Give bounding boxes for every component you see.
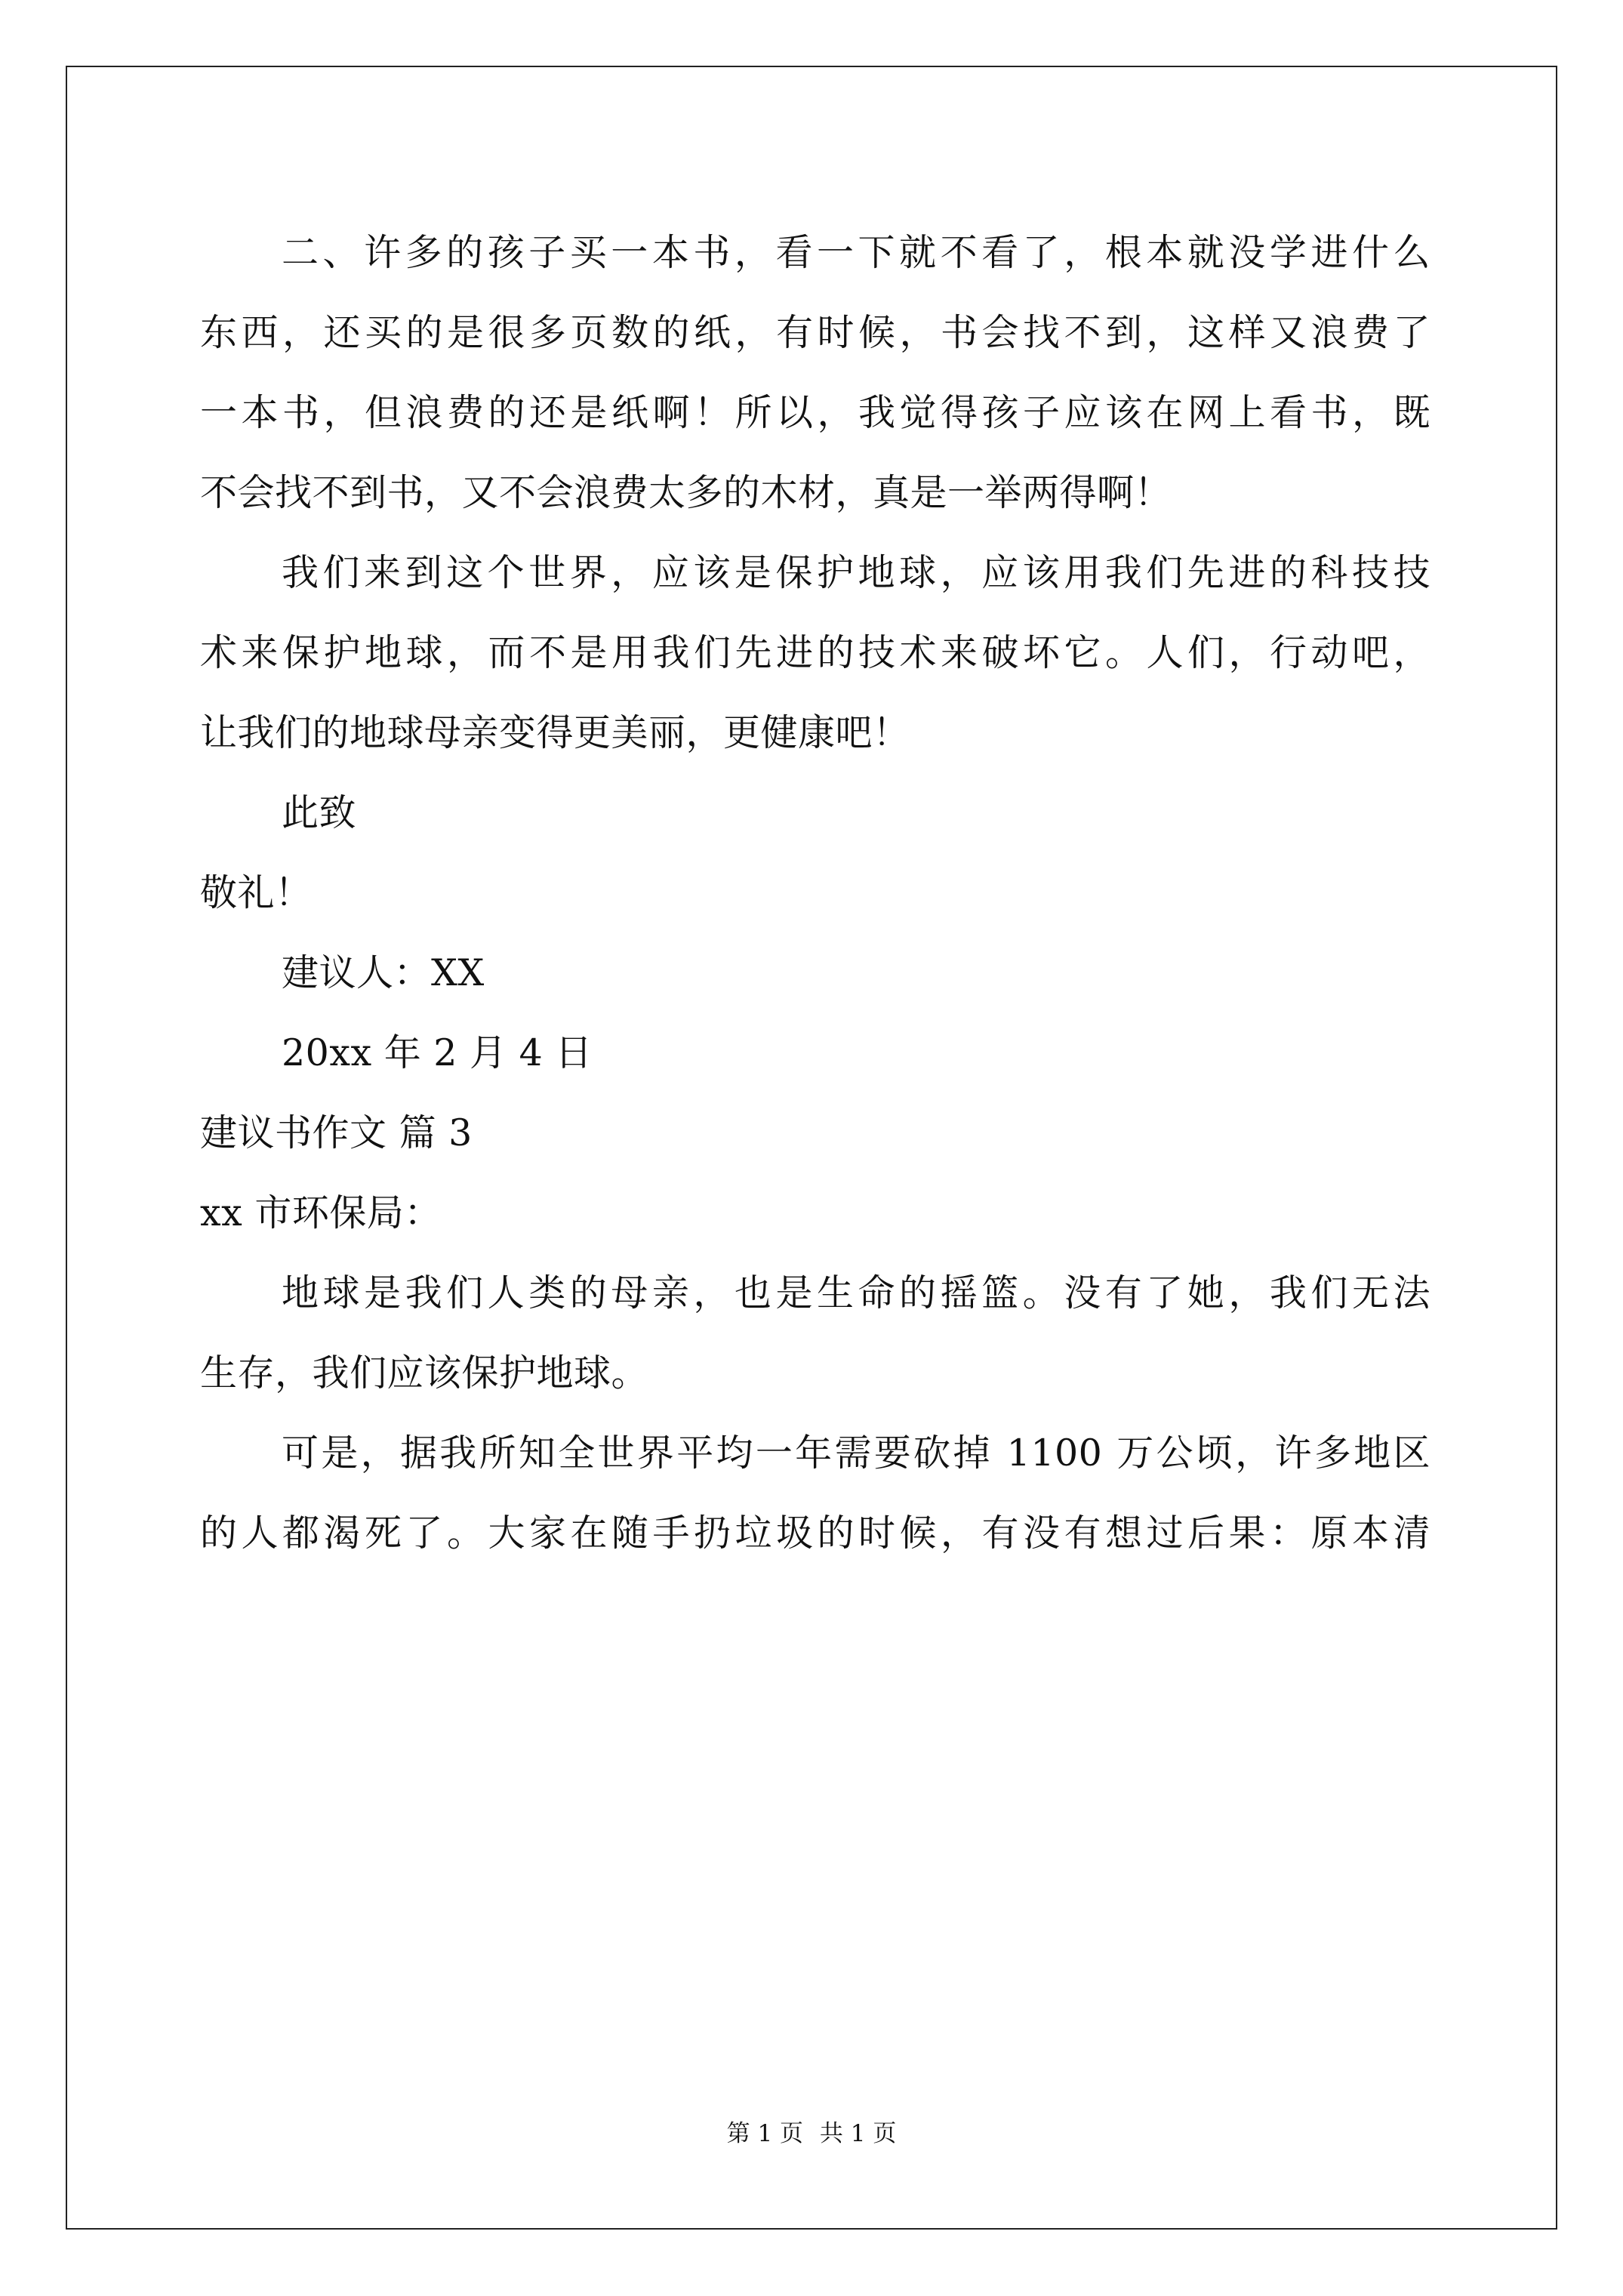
page-number-current: 第 1 页 — [726, 2120, 804, 2147]
text-line-6: 术来保护地球，而不是用我们先进的技术来破坏它。人们，行动吧， — [200, 631, 1431, 674]
signature-date: 20xx 年 2 月 4 日 — [282, 1031, 593, 1074]
salutation-jing-li: 敬礼！ — [200, 871, 313, 914]
letter-recipient: xx 市环保局： — [200, 1191, 442, 1234]
page-footer — [0, 2119, 1623, 2149]
signature-proposer: 建议人：XX — [282, 951, 485, 994]
page-number-total: 共 1 页 — [819, 2120, 897, 2147]
text-line-1: 二、许多的孩子买一本书，看一下就不看了，根本就没学进什么 — [282, 231, 1431, 274]
text-line-4: 不会找不到书，又不会浪费太多的木材，真是一举两得啊！ — [200, 471, 1172, 514]
text-line-5: 我们来到这个世界，应该是保护地球，应该用我们先进的科技技 — [282, 551, 1431, 594]
text-line-16: 可是，据我所知全世界平均一年需要砍掉 1100 万公顷，许多地区 — [282, 1432, 1431, 1475]
text-line-3: 一本书，但浪费的还是纸啊！所以，我觉得孩子应该在网上看书，既 — [200, 391, 1431, 434]
text-line-14: 地球是我们人类的母亲，也是生命的摇篮。没有了她，我们无法 — [282, 1271, 1431, 1314]
section-heading: 建议书作文 篇 3 — [200, 1111, 473, 1154]
text-line-2: 东西，还买的是很多页数的纸，有时候，书会找不到，这样又浪费了 — [200, 311, 1431, 354]
text-line-15: 生存，我们应该保护地球。 — [200, 1351, 649, 1395]
salutation-ci-zhi: 此致 — [282, 791, 357, 834]
text-line-7: 让我们的地球母亲变得更美丽，更健康吧！ — [200, 711, 910, 754]
text-line-17: 的人都渴死了。大家在随手扔垃圾的时候，有没有想过后果：原本清 — [200, 1512, 1431, 1555]
